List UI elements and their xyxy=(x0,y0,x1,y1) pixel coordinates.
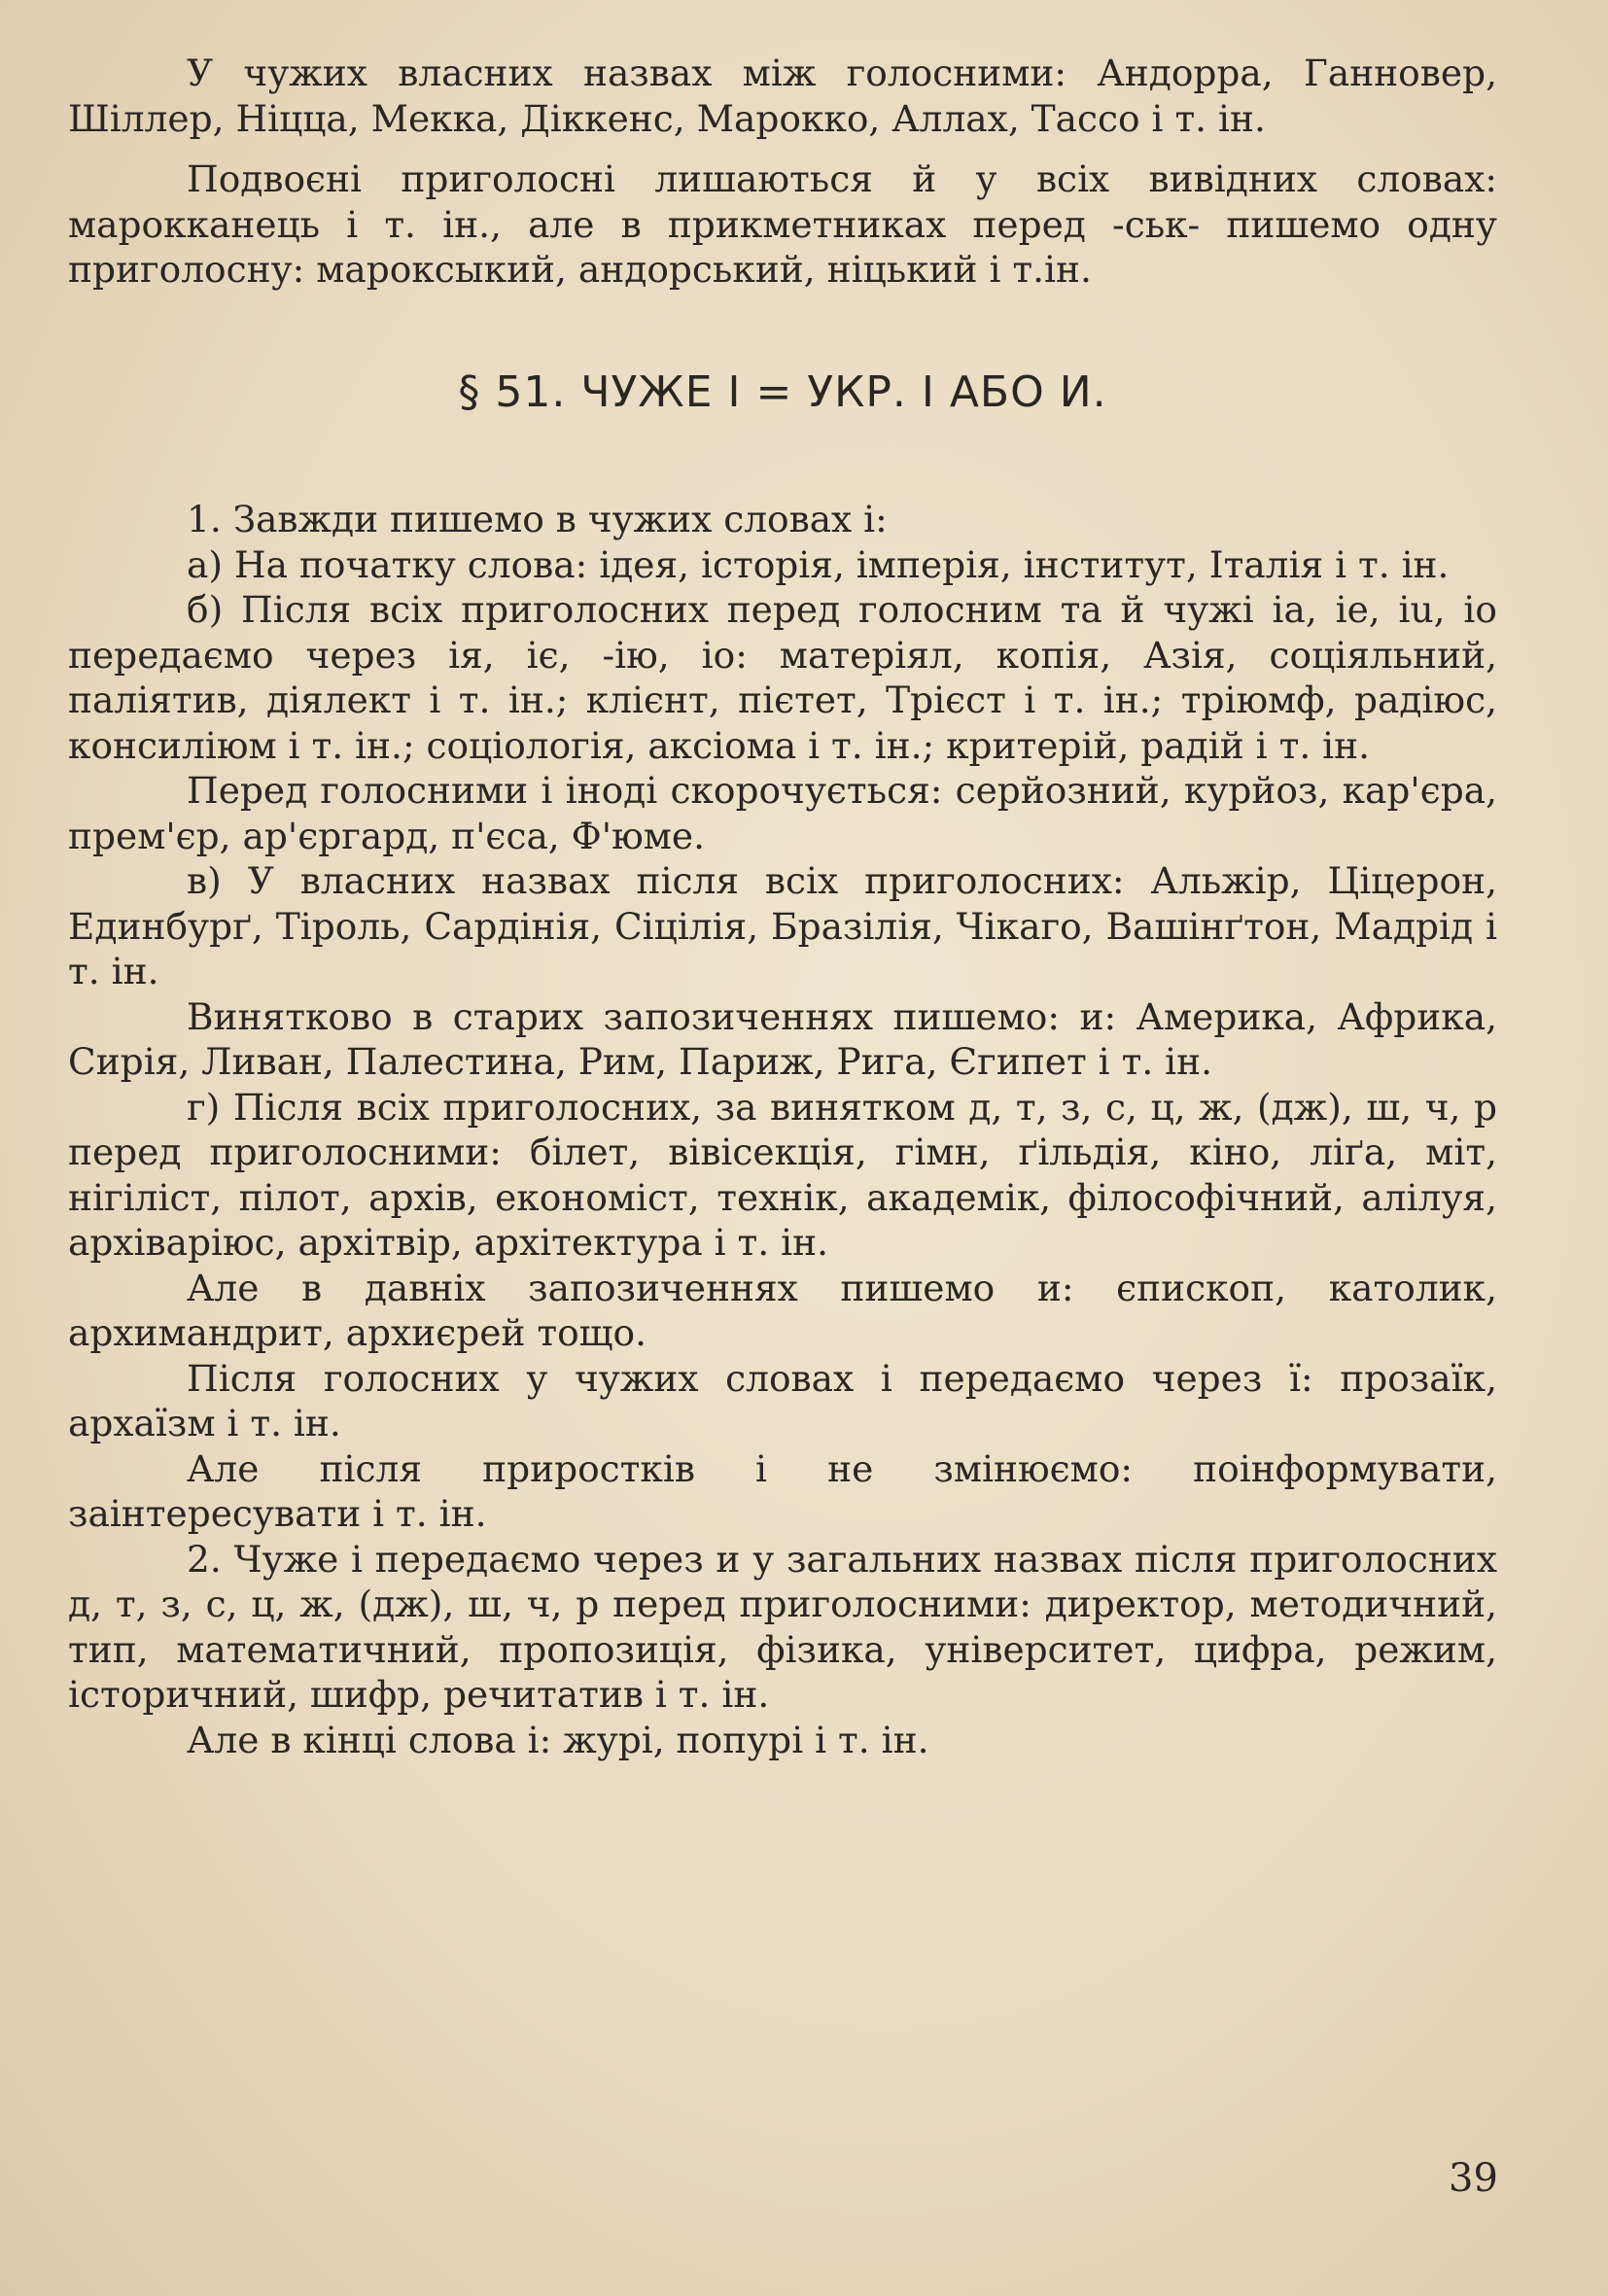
paragraph-5: б) Після всіх приголосних перед голосним та й чужі ia, ie, iu, io передаємо через ія, іє, -ію, іо: матеріял, копія, Азія, соціяльний, паліятив, діялект і т. ін.; клієнт, пієтет, Трієст і т. ін.; тріюмф, радіюс, консиліюм і т. ін.; соціологія, аксіома і т. ін.; критерій, радій і т. ін. xyxy=(68,588,1497,767)
page-number: 39 xyxy=(1449,2156,1498,2201)
page-text xyxy=(68,51,1497,1762)
paragraph-10: Але в давніх запозиченнях пишемо и: єпископ, католик, архимандрит, архиєрей тощо. xyxy=(68,1266,1497,1354)
section-heading: § 51. ЧУЖЕ І = УКР. І АБО И. xyxy=(458,366,1107,417)
paragraph-3: 1. Завжди пишемо в чужих словах і: xyxy=(187,498,888,540)
paragraph-4: а) На початку слова: ідея, історія, імперія, інститут, Італія і т. ін. xyxy=(187,542,1450,586)
paragraph-14: Але в кінці слова і: журі, попурі і т. ін. xyxy=(187,1718,929,1761)
paragraph-2: Подвоєні приголосні лишаються й у всіх вивідних словах: марокканець і т. ін., але в прикметниках перед -ськ- пишемо одну приголосну: мароксыкий, андорський, ніцький і т.ін. xyxy=(68,157,1497,291)
paragraph-11: Після голосних у чужих словах і передаємо через ї: прозаїк, архаїзм і т. ін. xyxy=(68,1356,1497,1444)
paragraph-9: г) Після всіх приголосних, за винятком д, т, з, с, ц, ж, (дж), ш, ч, р перед приголосними: білет, вівісекція, гімн, ґільдія, кіно, ліґа, міт, нігіліст, пілот, архів, економіст, технік, академік, філософічний, алілуя, архіваріюс, архітвір, архітектура і т. ін. xyxy=(68,1085,1497,1264)
paragraph-12: Але після приростків і не змінюємо: поінформувати, заінтересувати і т. ін. xyxy=(68,1446,1497,1535)
paragraph-8: Винятково в старих запозиченнях пишемо: и: Америка, Африка, Сирія, Ливан, Палестина, Рим, Париж, Рига, Єгипет і т. ін. xyxy=(68,994,1497,1083)
paragraph-1: У чужих власних назвах між голосними: Андорра, Ганновер, Шіллер, Ніцца, Мекка, Діккенс, Марокко, Аллах, Тассо і т. ін. xyxy=(68,52,1497,140)
paragraph-6: Перед голосними і іноді скорочується: серйозний, курйоз, кар'єра, прем'єр, ар'єргард, п'єса, Ф'юме. xyxy=(68,769,1497,857)
paragraph-13: 2. Чуже і передаємо через и у загальних назвах після приголосних д, т, з, с, ц, ж, (дж), ш, ч, р перед приголосними: директор, методичний, тип, математичний, пропозиція, фізика, університет, цифра, режим, історичний, шифр, речитатив і т. ін. xyxy=(68,1537,1497,1716)
paragraph-7: в) У власних назвах після всіх приголосних: Альжір, Ціцерон, Единбурґ, Тіроль, Сардінія, Сіцілія, Бразілія, Чікаго, Вашінґтон, Мадрід і т. ін. xyxy=(68,859,1497,992)
